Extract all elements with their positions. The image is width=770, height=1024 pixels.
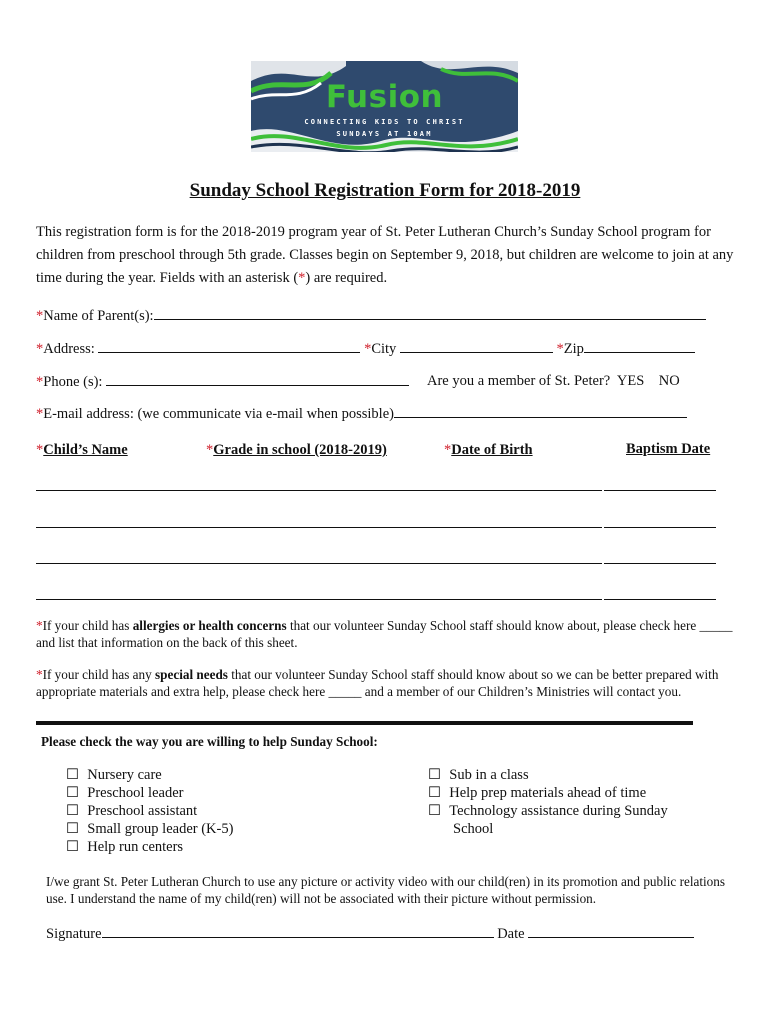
grade-heading: Grade in school (2018-2019) <box>213 442 387 458</box>
allergy-text: If your child has <box>42 618 133 633</box>
help-option-label: Sub in a class <box>449 767 529 783</box>
child-row-2-baptism-line[interactable] <box>604 527 716 528</box>
logo-schedule: SUNDAYS AT 10AM <box>336 130 433 138</box>
intro-text: This registration form is for the 2018-2019 program year of St. Peter Lutheran Church’s Sunday School program for children from preschool through 5th grade. Classes begin on September 9, 2018, but children are welcome to join at any time during the year. Fields with an asterisk ( <box>36 224 734 286</box>
help-option[interactable] <box>428 784 708 802</box>
child-row-1-line[interactable] <box>36 490 602 491</box>
checkbox-icon[interactable]: ☐ <box>66 785 79 801</box>
help-option[interactable] <box>66 802 233 820</box>
child-row-2-line[interactable] <box>36 527 602 528</box>
checkbox-icon[interactable]: ☐ <box>66 821 79 837</box>
column-header-grade <box>206 441 387 459</box>
consent-statement: I/we grant St. Peter Lutheran Church to use any picture or activity video with our child(ren) in its promotion and public relations use. I understand the name of my child(ren) will not be associated with their picture without permission. <box>46 874 725 906</box>
required-asterisk: * <box>206 442 214 458</box>
fusion-logo <box>251 61 518 152</box>
required-asterisk: * <box>444 442 452 458</box>
allergy-bold: allergies or health concerns <box>132 618 287 633</box>
help-option-label: Preschool assistant <box>87 803 198 819</box>
special-text: If your child has any <box>42 667 156 682</box>
address-blank[interactable] <box>98 340 360 353</box>
help-option[interactable] <box>428 766 708 784</box>
child-row-3-baptism-line[interactable] <box>604 563 716 564</box>
required-asterisk: * <box>36 341 44 357</box>
checkbox-icon[interactable]: ☐ <box>66 767 79 783</box>
phone-row <box>36 373 409 391</box>
special-bold: special needs <box>155 667 228 682</box>
checkbox-icon[interactable]: ☐ <box>428 803 441 819</box>
help-heading: Please check the way you are willing to help Sunday School: <box>41 734 378 749</box>
help-option-label: Technology assistance during Sunday <box>449 803 668 819</box>
zip-label: Zip <box>563 341 584 357</box>
help-option[interactable] <box>66 784 233 802</box>
child-row-4-line[interactable] <box>36 599 602 600</box>
help-option-label: Help run centers <box>87 839 184 855</box>
address-row <box>36 340 695 358</box>
logo-title: Fusion <box>325 79 444 115</box>
required-asterisk: * <box>36 374 44 390</box>
child-name-heading: Child’s Name <box>43 442 128 458</box>
help-option-label: Small group leader (K-5) <box>87 821 234 837</box>
allergy-note <box>36 617 736 651</box>
dob-heading: Date of Birth <box>451 442 533 458</box>
required-asterisk: * <box>36 442 44 458</box>
address-label: Address: <box>43 341 99 357</box>
child-row-3-line[interactable] <box>36 563 602 564</box>
form-title: Sunday School Registration Form for 2018-2019 <box>189 180 581 201</box>
date-label: Date <box>493 926 529 942</box>
signature-label: Signature <box>46 926 102 942</box>
checkbox-icon[interactable]: ☐ <box>428 767 441 783</box>
checkbox-icon[interactable]: ☐ <box>428 785 441 801</box>
checkbox-icon[interactable]: ☐ <box>66 839 79 855</box>
help-option-label: Nursery care <box>87 767 162 783</box>
help-option[interactable] <box>66 820 233 838</box>
intro-paragraph <box>36 221 736 290</box>
intro-text-end: ) are required. <box>305 270 388 286</box>
help-option[interactable] <box>66 766 233 784</box>
parent-name-field[interactable] <box>36 307 706 325</box>
logo-tagline: CONNECTING KIDS TO CHRIST <box>304 118 465 126</box>
column-header-child-name <box>36 441 128 459</box>
help-option[interactable] <box>428 802 708 820</box>
city-blank[interactable] <box>400 340 553 353</box>
special-text-end: that our volunteer Sunday School staff should know about so we can be better prepared with appropriate materials and extra help, please check here _____ and a member of our Children’s Ministries will contact you. <box>36 667 719 699</box>
parent-name-blank[interactable] <box>154 307 706 320</box>
help-option[interactable] <box>66 838 233 856</box>
signature-blank[interactable] <box>102 925 494 938</box>
required-asterisk: * <box>298 270 306 286</box>
help-option-label: Help prep materials ahead of time <box>449 785 647 801</box>
city-label: City <box>371 341 400 357</box>
baptism-heading: Baptism Date <box>626 441 711 457</box>
signature-row <box>46 925 694 943</box>
checkbox-icon[interactable]: ☐ <box>66 803 79 819</box>
help-options-right <box>428 766 708 838</box>
child-row-1-baptism-line[interactable] <box>604 490 716 491</box>
help-options-left <box>66 766 233 856</box>
column-header-dob <box>444 441 533 459</box>
required-asterisk: * <box>36 308 44 324</box>
member-question[interactable]: Are you a member of St. Peter? YES NO <box>427 373 680 389</box>
required-asterisk: * <box>36 406 44 422</box>
help-option-continuation: School <box>453 821 494 837</box>
date-blank[interactable] <box>528 925 694 938</box>
help-option-label: Preschool leader <box>87 785 184 801</box>
child-row-4-baptism-line[interactable] <box>604 599 716 600</box>
allergy-text-end: that our volunteer Sunday School staff should know about, please check here _____ and list that information on the back of this sheet. <box>36 618 733 650</box>
phone-label: Phone (s): <box>43 374 107 390</box>
email-field[interactable] <box>36 405 687 423</box>
email-blank[interactable] <box>394 405 687 418</box>
required-asterisk: * <box>556 341 564 357</box>
required-asterisk: * <box>36 618 43 633</box>
required-asterisk: * <box>36 667 43 682</box>
section-divider <box>36 721 693 725</box>
email-label: E-mail address: (we communicate via e-mail when possible) <box>43 406 394 422</box>
special-needs-note <box>36 666 732 700</box>
parent-name-label: Name of Parent(s): <box>43 308 154 324</box>
zip-blank[interactable] <box>584 340 695 353</box>
phone-blank[interactable] <box>106 373 409 386</box>
required-asterisk: * <box>364 341 372 357</box>
